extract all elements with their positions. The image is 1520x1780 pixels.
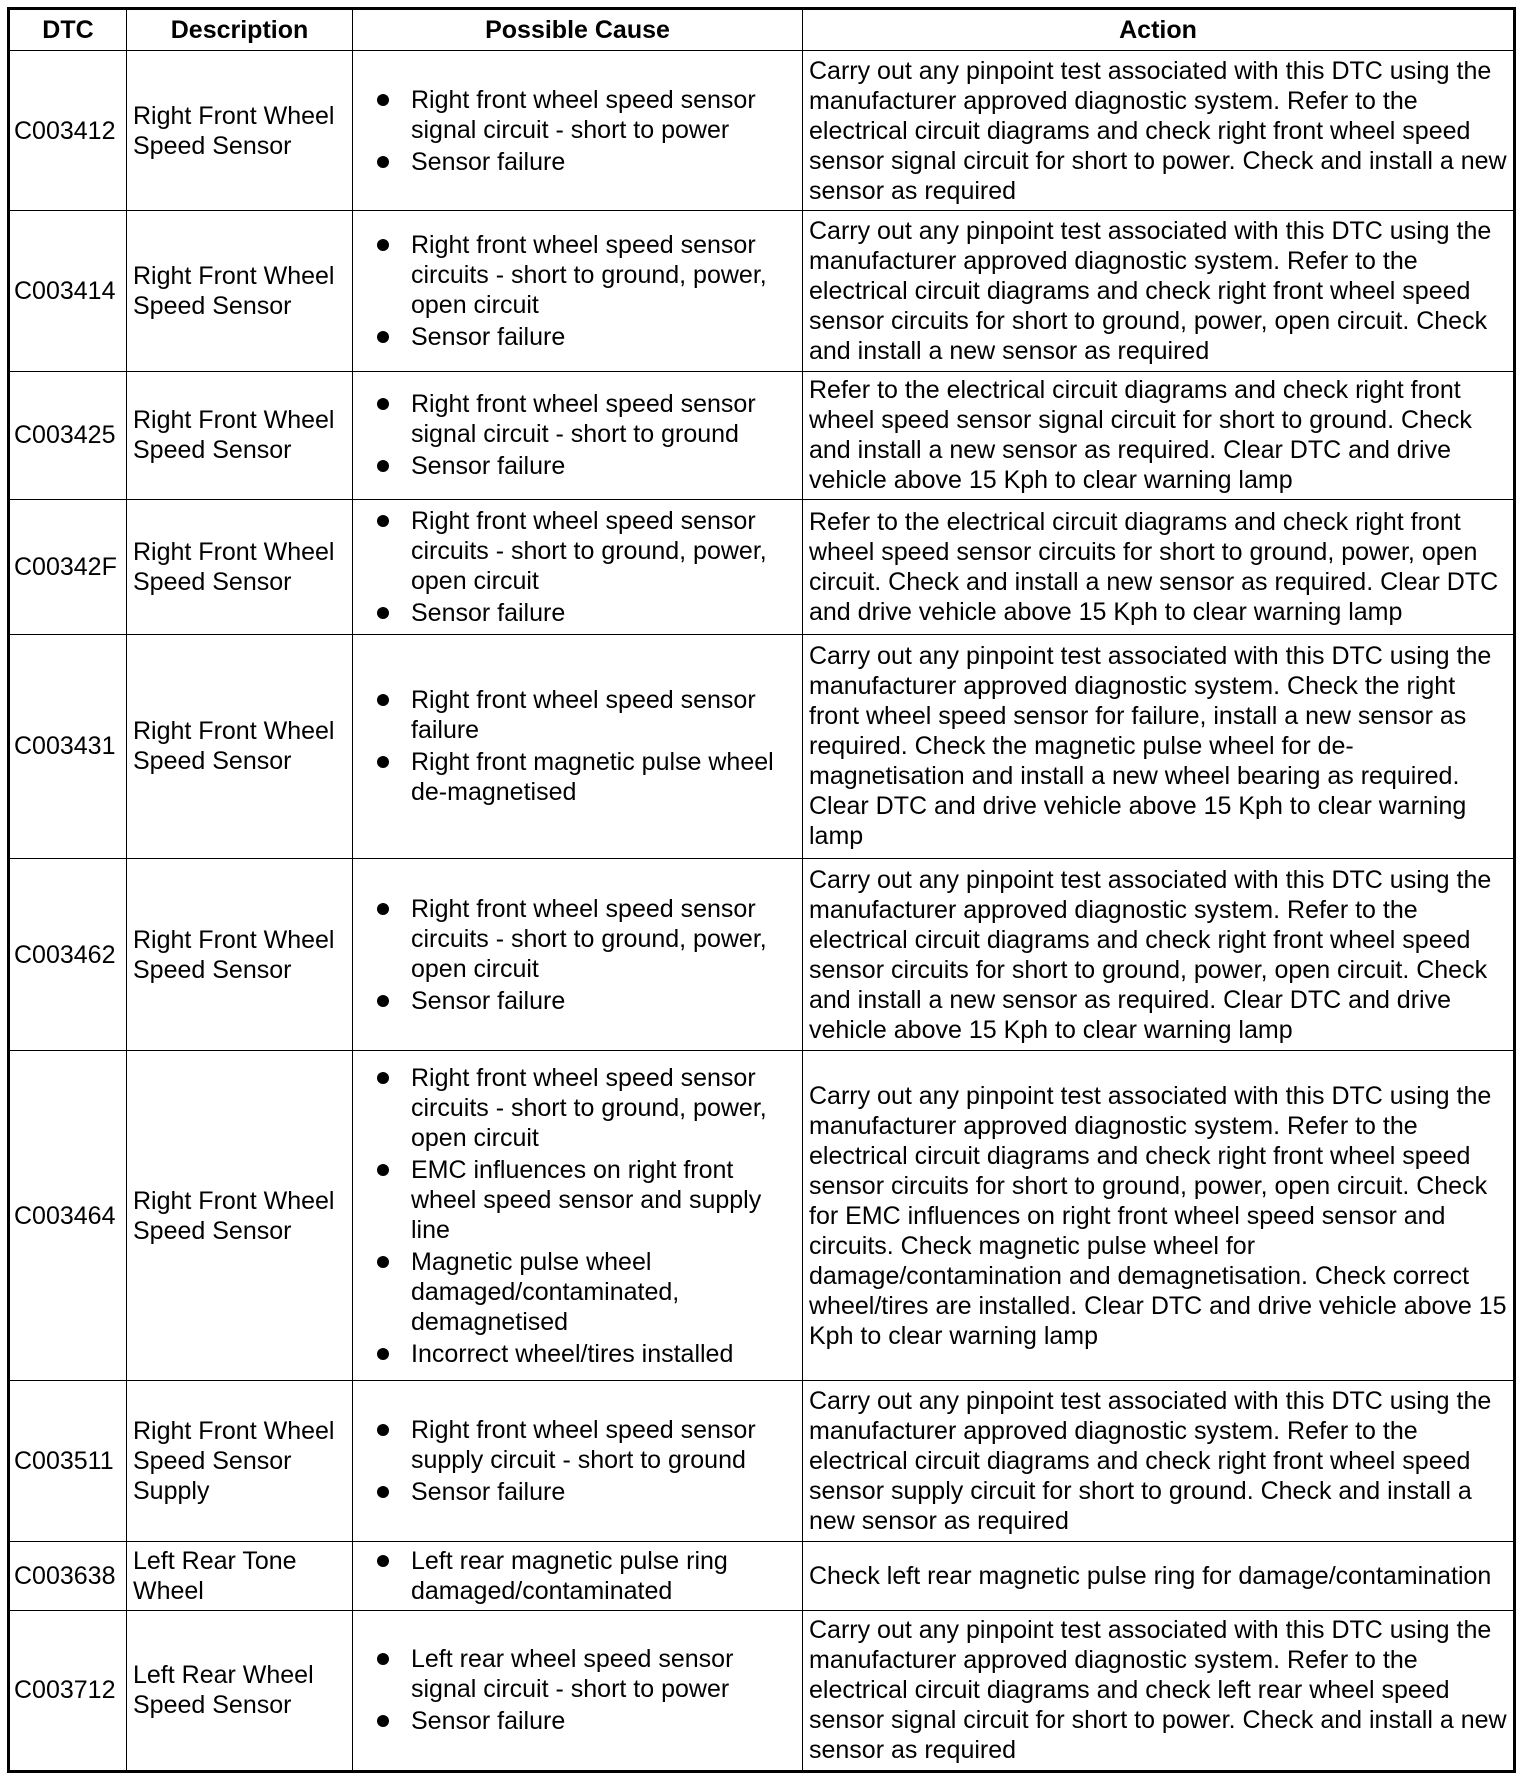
cause-list (377, 1546, 796, 1606)
table-row (9, 1381, 1515, 1541)
cause-text: Right front wheel speed sensor circuits - short to ground, power, open circuit (411, 230, 767, 319)
dtc-code: C00342F (9, 500, 127, 635)
bullet-icon (377, 1348, 389, 1360)
dtc-code: C003431 (9, 634, 127, 858)
table-row (9, 1610, 1515, 1771)
dtc-code: C003414 (9, 211, 127, 371)
possible-cause-cell (353, 51, 803, 211)
dtc-sheet (7, 7, 1513, 1773)
dtc-description: Right Front Wheel Speed Sensor (127, 211, 353, 371)
possible-cause-cell (353, 1381, 803, 1541)
possible-cause-cell (353, 858, 803, 1050)
cause-list (377, 1415, 796, 1507)
possible-cause-cell (353, 211, 803, 371)
dtc-action: Carry out any pinpoint test associated with this DTC using the manufacturer approved diagnostic system. Refer to the electrical circuit diagrams and check left rear wheel speed sensor signal circuit for short to power. Check and install a new sensor as required (803, 1610, 1515, 1771)
cause-text: Left rear magnetic pulse ring damaged/contaminated (411, 1546, 728, 1605)
cause-text: Right front wheel speed sensor supply circuit - short to ground (411, 1415, 756, 1474)
dtc-action: Check left rear magnetic pulse ring for damage/contamination (803, 1541, 1515, 1610)
possible-cause-cell (353, 1051, 803, 1381)
cause-text: Left rear wheel speed sensor signal circuit - short to power (411, 1645, 734, 1704)
bullet-icon (377, 239, 389, 251)
cause-text: Right front wheel speed sensor circuits - short to ground, power, open circuit (411, 1063, 767, 1152)
cause-list (377, 506, 796, 628)
cause-item (377, 85, 796, 145)
cause-text: Right front wheel speed sensor circuits - short to ground, power, open circuit (411, 894, 767, 983)
bullet-icon (377, 995, 389, 1007)
bullet-icon (377, 607, 389, 619)
bullet-icon (377, 156, 389, 168)
cause-item (377, 1247, 796, 1337)
dtc-action: Carry out any pinpoint test associated with this DTC using the manufacturer approved diagnostic system. Check the right front wheel speed sensor for failure, install a new sensor as required. Check the magnetic pulse wheel for de-magnetisation and install a new wheel bearing as required. Clear DTC and drive vehicle above 15 Kph to clear warning lamp (803, 634, 1515, 858)
cause-list (377, 230, 796, 352)
dtc-table (7, 7, 1516, 1773)
cause-text: EMC influences on right front wheel speed sensor and supply line (411, 1155, 762, 1244)
dtc-description: Left Rear Wheel Speed Sensor (127, 1610, 353, 1771)
cause-item (377, 322, 796, 352)
bullet-icon (377, 398, 389, 410)
header-dtc: DTC (9, 9, 127, 51)
cause-text: Sensor failure (411, 322, 566, 351)
dtc-action: Carry out any pinpoint test associated with this DTC using the manufacturer approved diagnostic system. Refer to the electrical circuit diagrams and check right front wheel speed sensor circuits for short to ground, power, open circuit. Check and install a new sensor as required (803, 211, 1515, 371)
cause-item (377, 1477, 796, 1507)
cause-item (377, 894, 796, 984)
dtc-code: C003462 (9, 858, 127, 1050)
dtc-code: C003638 (9, 1541, 127, 1610)
table-row (9, 371, 1515, 499)
table-row (9, 500, 1515, 635)
cause-text: Incorrect wheel/tires installed (411, 1339, 734, 1368)
cause-item (377, 1415, 796, 1475)
bullet-icon (377, 1072, 389, 1084)
bullet-icon (377, 460, 389, 472)
bullet-icon (377, 1164, 389, 1176)
cause-text: Right front wheel speed sensor signal circuit - short to ground (411, 390, 756, 449)
dtc-description: Right Front Wheel Speed Sensor Supply (127, 1381, 353, 1541)
cause-item (377, 1546, 796, 1606)
cause-item (377, 1063, 796, 1153)
table-row (9, 211, 1515, 371)
dtc-action: Carry out any pinpoint test associated with this DTC using the manufacturer approved diagnostic system. Refer to the electrical circuit diagrams and check right front wheel speed sensor supply circuit for short to ground. Check and install a new sensor as required (803, 1381, 1515, 1541)
cause-item (377, 685, 796, 745)
dtc-code: C003425 (9, 371, 127, 499)
dtc-description: Right Front Wheel Speed Sensor (127, 371, 353, 499)
dtc-description: Right Front Wheel Speed Sensor (127, 51, 353, 211)
dtc-description: Right Front Wheel Speed Sensor (127, 634, 353, 858)
dtc-description: Left Rear Tone Wheel (127, 1541, 353, 1610)
cause-item (377, 747, 796, 807)
dtc-action: Carry out any pinpoint test associated with this DTC using the manufacturer approved diagnostic system. Refer to the electrical circuit diagrams and check right front wheel speed sensor circuits for short to ground, power, open circuit. Check and install a new sensor as required. Clear DTC and drive vehicle above 15 Kph to clear warning lamp (803, 858, 1515, 1050)
cause-item (377, 230, 796, 320)
dtc-code: C003511 (9, 1381, 127, 1541)
possible-cause-cell (353, 1610, 803, 1771)
bullet-icon (377, 1424, 389, 1436)
bullet-icon (377, 1555, 389, 1567)
cause-list (377, 389, 796, 481)
dtc-action: Refer to the electrical circuit diagrams and check right front wheel speed sensor circuits for short to ground, power, open circuit. Check and install a new sensor as required. Clear DTC and drive vehicle above 15 Kph to clear warning lamp (803, 500, 1515, 635)
cause-text: Sensor failure (411, 598, 566, 627)
header-description: Description (127, 9, 353, 51)
cause-text: Sensor failure (411, 147, 566, 176)
cause-item (377, 1706, 796, 1736)
cause-list (377, 1644, 796, 1736)
cause-item (377, 1339, 796, 1369)
cause-item (377, 1644, 796, 1704)
possible-cause-cell (353, 634, 803, 858)
cause-text: Sensor failure (411, 986, 566, 1015)
dtc-code: C003712 (9, 1610, 127, 1771)
bullet-icon (377, 694, 389, 706)
cause-list (377, 1063, 796, 1369)
cause-item (377, 986, 796, 1016)
bullet-icon (377, 756, 389, 768)
cause-text: Right front wheel speed sensor signal circuit - short to power (411, 85, 756, 144)
table-row (9, 51, 1515, 211)
table-row (9, 1051, 1515, 1381)
table-row (9, 858, 1515, 1050)
cause-item (377, 1155, 796, 1245)
dtc-code: C003412 (9, 51, 127, 211)
header-possible-cause: Possible Cause (353, 9, 803, 51)
dtc-code: C003464 (9, 1051, 127, 1381)
bullet-icon (377, 331, 389, 343)
cause-text: Magnetic pulse wheel damaged/contaminated, demagnetised (411, 1247, 680, 1336)
header-action: Action (803, 9, 1515, 51)
dtc-description: Right Front Wheel Speed Sensor (127, 1051, 353, 1381)
possible-cause-cell (353, 1541, 803, 1610)
cause-text: Sensor failure (411, 1707, 566, 1736)
header-row (9, 9, 1515, 51)
cause-text: Sensor failure (411, 452, 566, 481)
bullet-icon (377, 1486, 389, 1498)
bullet-icon (377, 1715, 389, 1727)
cause-text: Right front wheel speed sensor failure (411, 686, 756, 745)
cause-list (377, 685, 796, 807)
table-row (9, 634, 1515, 858)
bullet-icon (377, 94, 389, 106)
possible-cause-cell (353, 371, 803, 499)
dtc-action: Carry out any pinpoint test associated with this DTC using the manufacturer approved diagnostic system. Refer to the electrical circuit diagrams and check right front wheel speed sensor signal circuit for short to power. Check and install a new sensor as required (803, 51, 1515, 211)
bullet-icon (377, 1653, 389, 1665)
dtc-table-body (9, 51, 1515, 1772)
bullet-icon (377, 1256, 389, 1268)
dtc-action: Refer to the electrical circuit diagrams and check right front wheel speed sensor signal circuit for short to ground. Check and install a new sensor as required. Clear DTC and drive vehicle above 15 Kph to clear warning lamp (803, 371, 1515, 499)
bullet-icon (377, 903, 389, 915)
cause-item (377, 506, 796, 596)
dtc-description: Right Front Wheel Speed Sensor (127, 858, 353, 1050)
cause-item (377, 451, 796, 481)
bullet-icon (377, 515, 389, 527)
dtc-description: Right Front Wheel Speed Sensor (127, 500, 353, 635)
possible-cause-cell (353, 500, 803, 635)
table-row (9, 1541, 1515, 1610)
cause-item (377, 598, 796, 628)
dtc-action: Carry out any pinpoint test associated with this DTC using the manufacturer approved diagnostic system. Refer to the electrical circuit diagrams and check right front wheel speed sensor circuits for short to ground, power, open circuit. Check for EMC influences on right front wheel speed sensor and circuits. Check magnetic pulse wheel for damage/contamination and demagnetisation. Check correct wheel/tires are installed. Clear DTC and drive vehicle above 15 Kph to clear warning lamp (803, 1051, 1515, 1381)
cause-list (377, 894, 796, 1016)
cause-text: Right front magnetic pulse wheel de-magnetised (411, 748, 774, 807)
cause-text: Right front wheel speed sensor circuits - short to ground, power, open circuit (411, 506, 767, 595)
cause-list (377, 85, 796, 177)
cause-text: Sensor failure (411, 1477, 566, 1506)
cause-item (377, 389, 796, 449)
cause-item (377, 147, 796, 177)
